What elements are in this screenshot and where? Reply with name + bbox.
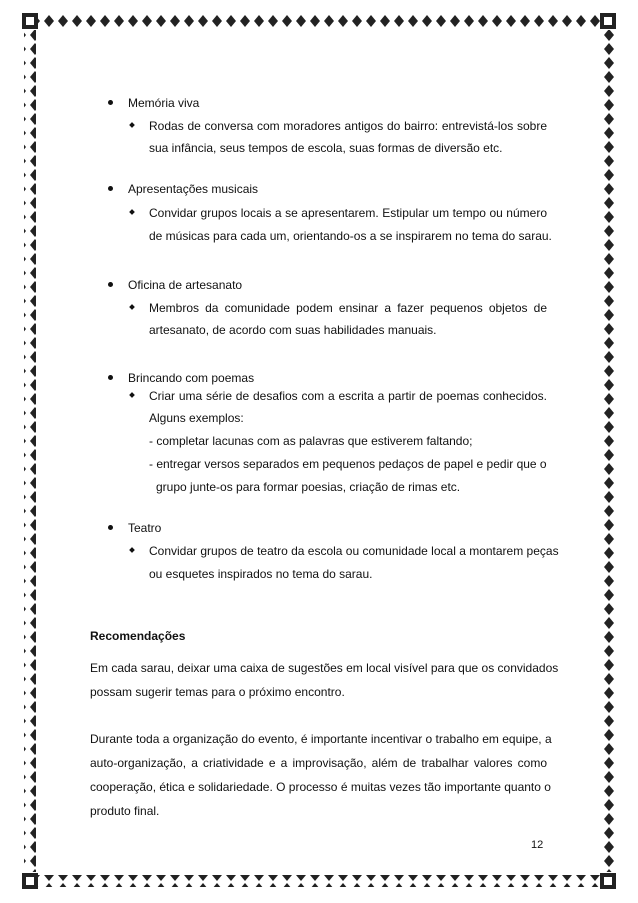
- list-item-line: Alguns exemplos:: [149, 411, 244, 425]
- bullet-dot: [108, 186, 113, 191]
- list-item-line: Membros da comunidade podem ensinar a fazer pequenos objetos de: [149, 301, 547, 315]
- list-item-line: sua infância, seus tempos de escola, suas formas de diversão etc.: [149, 141, 503, 155]
- list-item-title: Memória viva: [128, 96, 200, 110]
- list-item-line: grupo junte-os para formar poesias, criação de rimas etc.: [156, 480, 461, 494]
- sub-bullet-diamond: [129, 547, 135, 553]
- sub-bullet-diamond: [129, 209, 135, 215]
- paragraph-line: produto final.: [90, 804, 160, 818]
- list-item-line: Convidar grupos locais a se apresentarem. Estipular um tempo ou número: [149, 206, 547, 220]
- paragraph-line: possam sugerir temas para o próximo encontro.: [90, 685, 345, 699]
- sub-bullet-diamond: [129, 392, 135, 398]
- page-number: 12: [531, 839, 544, 851]
- list-item-line: ou esquetes inspirados no tema do sarau.: [149, 567, 373, 581]
- list-item-line: - entregar versos separados em pequenos pedaços de papel e pedir que o: [149, 457, 547, 471]
- list-item-line: Criar uma série de desafios com a escrita a partir de poemas conhecidos.: [149, 389, 547, 403]
- list-item-title: Oficina de artesanato: [128, 278, 243, 292]
- list-item-line: de músicas para cada um, orientando-os a se inspirarem no tema do sarau.: [149, 229, 552, 243]
- sub-bullet-diamond: [129, 122, 135, 128]
- paragraph-line: Em cada sarau, deixar uma caixa de sugestões em local visível para que os convidados: [90, 661, 559, 675]
- list-item-title: Teatro: [128, 521, 162, 535]
- paragraph-line: auto-organização, a criatividade e a improvisação, além de trabalhar valores como: [90, 756, 547, 770]
- bullet-dot: [108, 100, 113, 105]
- sub-bullet-diamond: [129, 304, 135, 310]
- list-item-line: Rodas de conversa com moradores antigos do bairro: entrevistá-los sobre: [149, 119, 547, 133]
- paragraph-line: Durante toda a organização do evento, é importante incentivar o trabalho em equipe, a: [90, 732, 552, 746]
- list-item-line: Convidar grupos de teatro da escola ou comunidade local a montarem peças: [149, 544, 559, 558]
- bullet-dot: [108, 375, 113, 380]
- list-item-line: - completar lacunas com as palavras que estiverem faltando;: [149, 434, 473, 448]
- paragraph-line: cooperação, ética e solidariedade. O processo é muitas vezes tão importante quanto o: [90, 780, 551, 794]
- list-item-title: Apresentações musicais: [128, 182, 259, 196]
- list-item-title: Brincando com poemas: [128, 371, 255, 385]
- bullet-dot: [108, 282, 113, 287]
- section-heading: Recomendações: [90, 629, 186, 643]
- list-item-line: artesanato, de acordo com suas habilidades manuais.: [149, 323, 437, 337]
- bullet-dot: [108, 525, 113, 530]
